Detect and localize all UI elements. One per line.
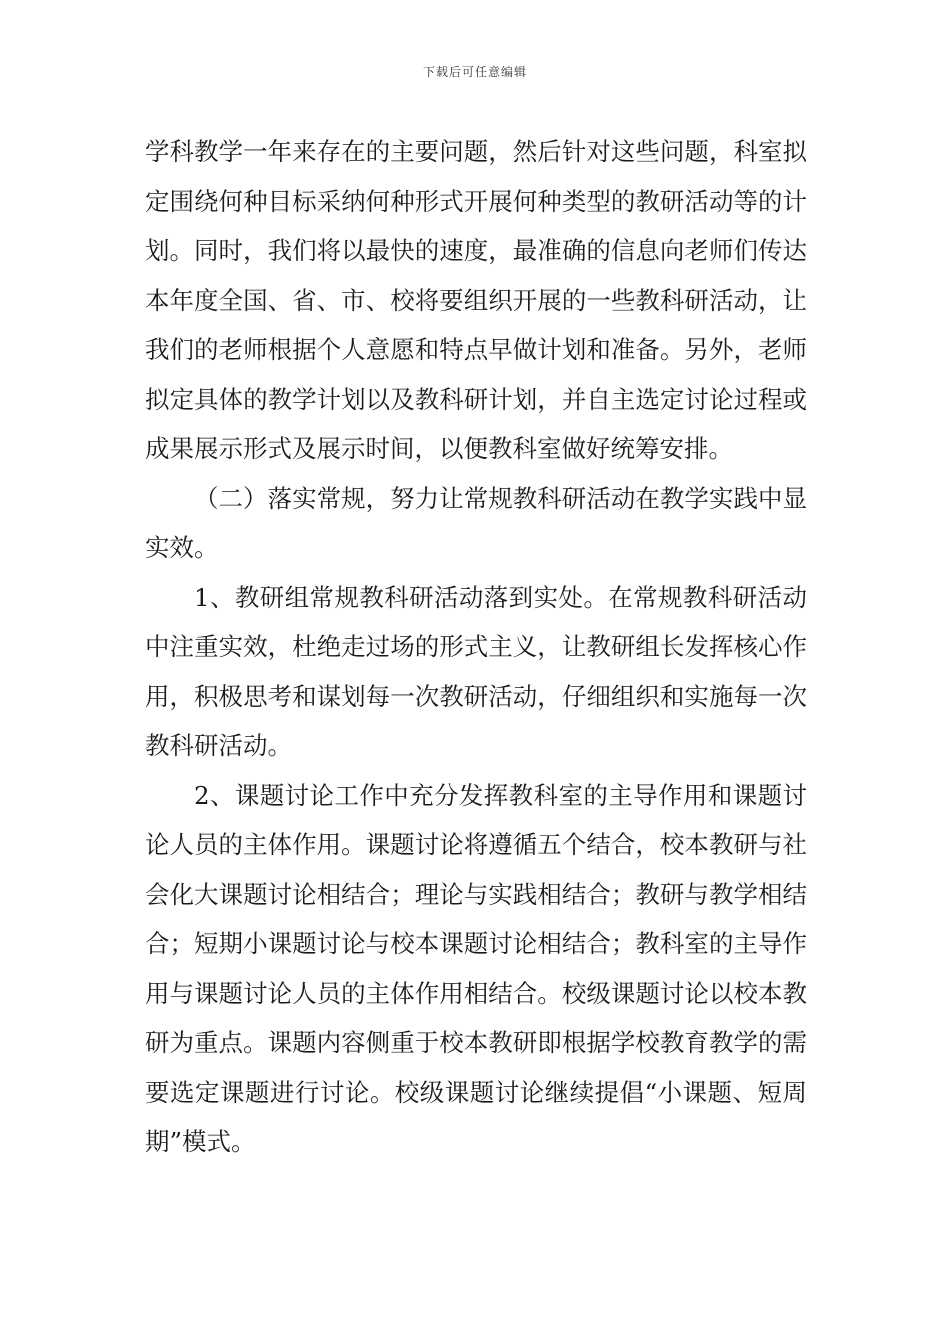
page-header-note: 下载后可任意编辑	[422, 65, 527, 79]
document-body	[145, 127, 807, 1167]
paragraph-item-1: 1、教研组常规教科研活动落到实处。在常规教科研活动中注重实效，杜绝走过场的形式主义，让教研组长发挥核心作用，积极思考和谋划每一次教研活动，仔细组织和实施每一次教科研活动。	[145, 582, 807, 760]
paragraph-intro: 学科教学一年来存在的主要问题，然后针对这些问题，科室拟定围绕何种目标采纳何种形式开展何种类型的教研活动等的计划。同时，我们将以最快的速度，最准确的信息向老师们传达本年度全国、省、市、校将要组织开展的一些教科研活动，让我们的老师根据个人意愿和特点早做计划和准备。另外，老师拟定具体的教学计划以及教科研计划，并自主选定讨论过程或成果展示形式及展示时间，以便教科室做好统筹安排。	[145, 137, 807, 463]
paragraph-section-heading: （二）落实常规，努力让常规教科研活动在教学实践中显实效。	[145, 483, 807, 562]
paragraph-item-2: 2、课题讨论工作中充分发挥教科室的主导作用和课题讨论人员的主体作用。课题讨论将遵循五个结合，校本教研与社会化大课题讨论相结合；理论与实践相结合；教研与教学相结合；短期小课题讨论与校本课题讨论相结合；教科室的主导作用与课题讨论人员的主体作用相结合。校级课题讨论以校本教研为重点。课题内容侧重于校本教研即根据学校教育教学的需要选定课题进行讨论。校级课题讨论继续提倡“小课题、短周期”模式。	[145, 780, 807, 1156]
